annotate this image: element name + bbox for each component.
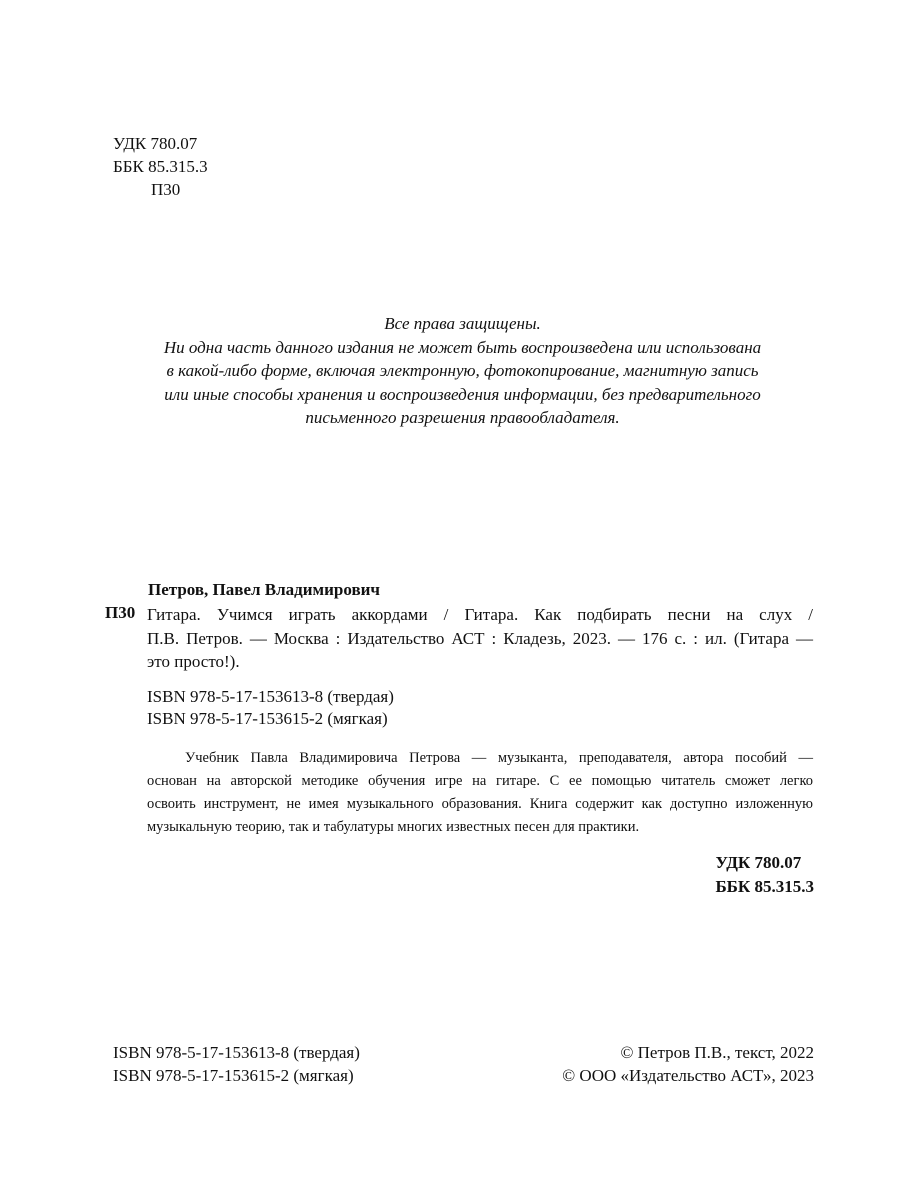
annotation	[147, 747, 813, 839]
isbn-soft: ISBN 978-5-17-153615-2 (мягкая)	[147, 709, 388, 728]
catalog-isbn-list	[147, 686, 394, 730]
classification-top	[113, 132, 208, 201]
rights-line: Ни одна часть данного издания не может быть воспроизведена или использована	[163, 337, 762, 357]
catalog-author: Петров, Павел Владимирович	[148, 580, 381, 599]
copyright	[562, 1041, 814, 1087]
rights-line: Все права защищены.	[384, 314, 541, 333]
rights-line: письменного разрешения правообладателя.	[305, 408, 620, 427]
classification-right	[715, 851, 814, 899]
udk-code: УДК 780.07	[715, 853, 802, 872]
catalog-line: это просто!).	[147, 652, 240, 671]
copyright-text: © Петров П.В., текст, 2022	[620, 1043, 814, 1062]
isbn-hard: ISBN 978-5-17-153613-8 (твердая)	[113, 1043, 360, 1062]
annotation-line: основан на авторской методике обучения игре на гитаре. С ее помощью читатель сможет легко	[147, 773, 813, 789]
catalog-description	[147, 603, 813, 674]
footer-isbn	[113, 1041, 360, 1087]
isbn-hard: ISBN 978-5-17-153613-8 (твердая)	[147, 687, 394, 706]
rights-line: в какой-либо форме, включая электронную, фотокопирование, магнитную запись	[166, 361, 759, 380]
catalog-line: П.В. Петров. — Москва : Издательство АСТ : Кладезь, 2023. — 176 с. : ил. (Гитара —	[147, 628, 813, 648]
rights-line: или иные способы хранения и воспроизведения информации, без предварительного	[164, 384, 761, 404]
annotation-line: музыкальную теорию, так и табулатуры многих известных песен для практики.	[147, 819, 640, 835]
author-sign: П30	[151, 180, 181, 199]
bbk-code: ББК 85.315.3	[113, 157, 208, 176]
catalog-line: Гитара. Учимся играть аккордами / Гитара. Как подбирать песни на слух /	[147, 605, 813, 624]
isbn-soft: ISBN 978-5-17-153615-2 (мягкая)	[113, 1066, 354, 1085]
annotation-line: освоить инструмент, не имея музыкального образования. Книга содержит как доступно изложенную	[147, 796, 813, 812]
udk-code: УДК 780.07	[113, 134, 198, 153]
catalog-code: П30	[105, 603, 136, 622]
rights-notice	[100, 312, 825, 430]
copyright-publisher: © ООО «Издательство АСТ», 2023	[562, 1066, 814, 1085]
annotation-line: Учебник Павла Владимировича Петрова — музыканта, преподавателя, автора пособий —	[185, 750, 813, 766]
bbk-code: ББК 85.315.3	[715, 877, 814, 896]
